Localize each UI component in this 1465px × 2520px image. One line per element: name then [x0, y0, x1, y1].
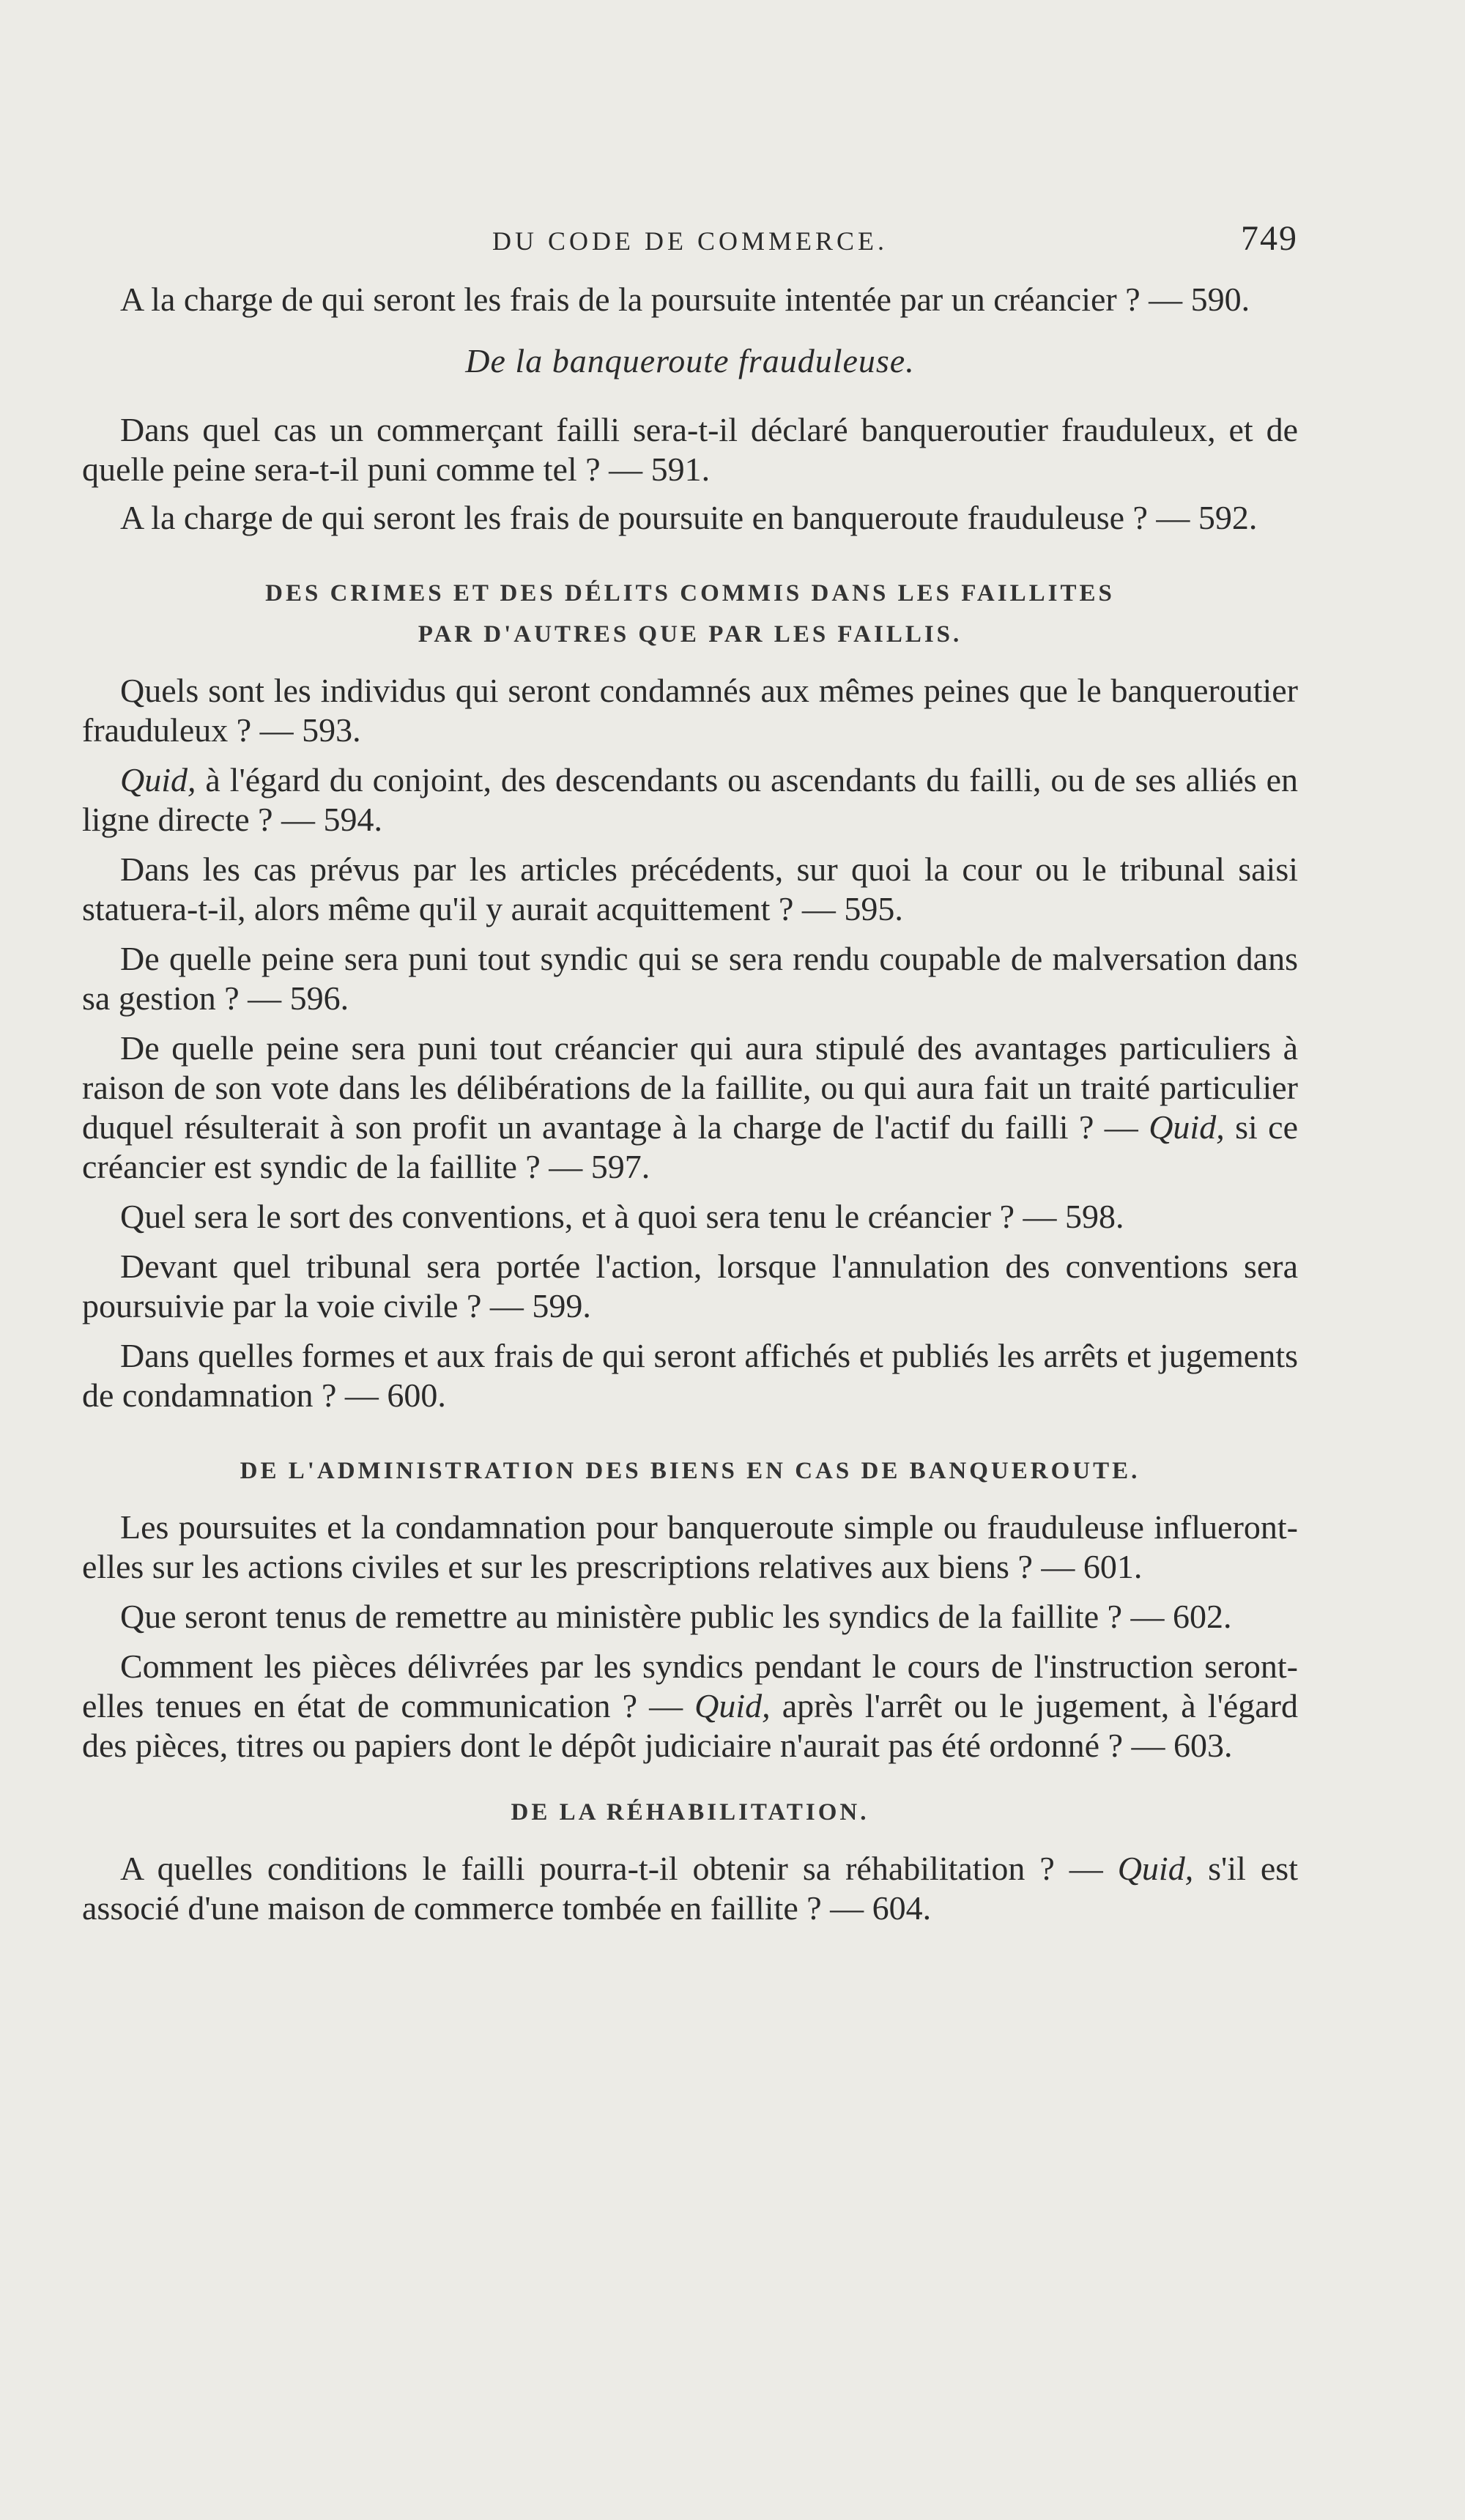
running-title: DU CODE DE COMMERCE. [492, 226, 888, 256]
question-604-text-a: A quelles conditions le failli pourra-t-il obtenir sa réhabilitation ? — [120, 1850, 1118, 1887]
question-592: A la charge de qui seront les frais de poursuite en banqueroute frauduleuse ? — 592. [120, 499, 1258, 536]
subheading-banqueroute-frauduleuse: De la banqueroute frauduleuse. [465, 342, 915, 379]
question-594 [82, 760, 1298, 840]
section-heading-line-1: DES CRIMES ET DES DÉLITS COMMIS DANS LES FAILLITES [265, 580, 1115, 607]
question-596: De quelle peine sera puni tout syndic qui se sera rendu coupable de malversation dans sa gestion ? — 596. [82, 940, 1298, 1017]
section-heading-administration: DE L'ADMINISTRATION DES BIENS EN CAS DE BANQUEROUTE. [240, 1458, 1141, 1484]
question-591: Dans quel cas un commerçant failli sera-t-il déclaré banqueroutier frauduleux, et de quelle peine sera-t-il puni comme tel ? — 591. [82, 411, 1298, 488]
page-body [82, 280, 1298, 1938]
question-603 [82, 1647, 1298, 1765]
section-heading-crimes-delits [82, 573, 1298, 655]
question-600: Dans quelles formes et aux frais de qui seront affichés et publiés les arrêts et jugements de condamnation ? — 600. [82, 1337, 1298, 1414]
question-603-text-a: Comment les pièces délivrées par les syndics pendant le cours de l'instruction seront-elles tenues en état de communication ? — [82, 1648, 1298, 1724]
quid-term: Quid, [1117, 1850, 1194, 1887]
page-header [82, 218, 1298, 262]
question-597-text-a: De quelle peine sera puni tout créancier qui aura stipulé des avantages particuliers à raison de son vote dans les délibérations de la faillite, ou qui aura fait un traité particulier duquel résulterait à son profit un avantage à la charge de l'actif du failli ? — [82, 1029, 1298, 1146]
question-597-text-b: si ce créancier est syndic de la faillite ? — 597. [82, 1108, 1298, 1185]
question-601: Les poursuites et la condamnation pour banqueroute simple ou frauduleuse influeront-elles sur les actions civiles et sur les prescriptions relatives aux biens ? — 601. [82, 1508, 1298, 1585]
quid-term: Quid, [694, 1687, 771, 1724]
question-599: Devant quel tribunal sera portée l'action, lorsque l'annulation des conventions sera poursuivie par la voie civile ? — 599. [82, 1248, 1298, 1324]
question-593: Quels sont les individus qui seront condamnés aux mêmes peines que le banqueroutier frauduleux ? — 593. [82, 672, 1298, 749]
section-heading-rehabilitation: DE LA RÉHABILITATION. [511, 1799, 869, 1826]
question-590: A la charge de qui seront les frais de la poursuite intentée par un créancier ? — 590. [120, 281, 1250, 318]
question-604-text-b: s'il est associé d'une maison de commerce tombée en faillite ? — 604. [82, 1850, 1298, 1927]
question-597 [82, 1029, 1298, 1187]
quid-term: Quid, [120, 761, 196, 798]
quid-term: Quid, [1149, 1108, 1225, 1146]
question-595: Dans les cas prévus par les articles précédents, sur quoi la cour ou le tribunal saisi statuera-t-il, alors même qu'il y aurait acquittement ? — 595. [82, 850, 1298, 927]
section-heading-line-2: PAR D'AUTRES QUE PAR LES FAILLIS. [418, 621, 963, 648]
question-594-text: à l'égard du conjoint, des descendants ou ascendants du failli, ou de ses alliés en ligne directe ? — 594. [82, 761, 1298, 838]
question-602: Que seront tenus de remettre au ministère public les syndics de la faillite ? — 602. [120, 1598, 1232, 1635]
question-603-text-b: après l'arrêt ou le jugement, à l'égard des pièces, titres ou papiers dont le dépôt judiciaire n'aurait pas été ordonné ? — 603. [82, 1687, 1299, 1764]
question-604 [82, 1849, 1298, 1928]
page-number: 749 [1241, 219, 1298, 258]
question-598: Quel sera le sort des conventions, et à quoi sera tenu le créancier ? — 598. [120, 1198, 1124, 1235]
